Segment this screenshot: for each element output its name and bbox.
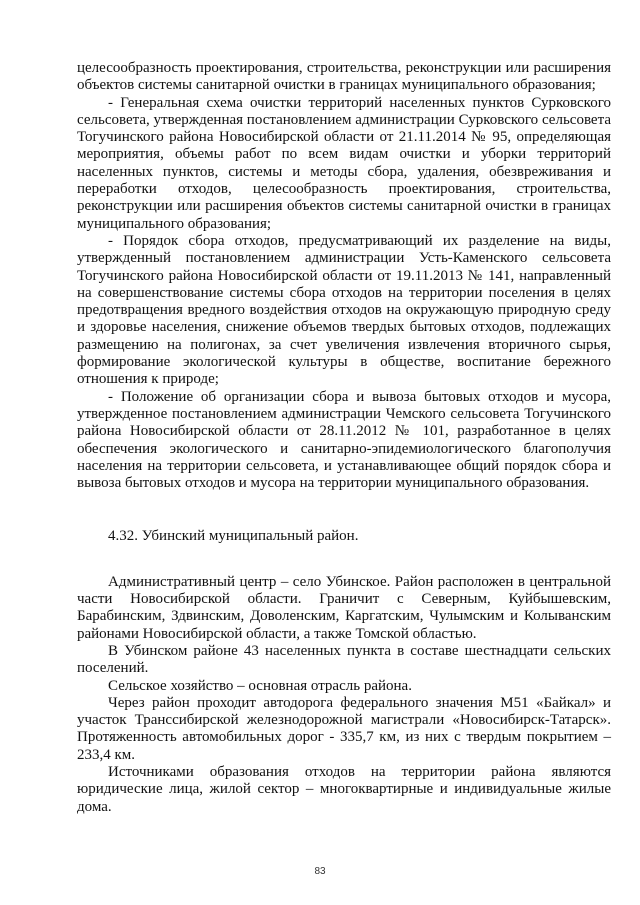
paragraph-surkovsky-scheme: - Генеральная схема очистки территорий населенных пунктов Сурковского сельсовета, утвержденная постановлением администрации Сурковского сельсовета Тогучинского района Новосибирской области от 21.11.2014 № 95, определяющая мероприятия, объемы работ по всем видам очистки и уборки территорий населенных пунктов, системы и методы сбора, удаления, обезвреживания и переработки отходов, целесообразность проектирования, строительства, реконструкции или расширения объектов системы санитарной очистки в границах муниципального образования; <box>77 94 611 232</box>
paragraph-administrative-center: Административный центр – село Убинское. Район расположен в центральной части Новосибирской области. Граничит с Северным, Куйбышевским, Барабинским, Здвинским, Доволенским, Каргатским, Чулымским и Колыванским районами Новосибирской области, а также Томской областью. <box>77 573 611 642</box>
paragraph-ust-kamensky-order: - Порядок сбора отходов, предусматривающий их разделение на виды, утвержденный постановлением администрации Усть-Каменского сельсовета Тогучинского района Новосибирской области от 19.11.2013 № 141, направленный на совершенствование системы сбора отходов на территории поселения в целях предотвращения вредного воздействия отходов на окружающую природную среду и здоровье населения, снижение объемов твердых бытовых отходов, подлежащих размещению на полигонах, за счет увеличения извлечения вторичного сырья, формирование экологической культуры в обществе, воспитание бережного отношения к природе; <box>77 232 611 388</box>
section-heading: 4.32. Убинский муниципальный район. <box>108 528 359 545</box>
paragraph-settlements: В Убинском районе 43 населенных пункта в составе шестнадцати сельских поселений. <box>77 642 611 677</box>
paragraph-chemsky-regulation: - Положение об организации сбора и вывоза бытовых отходов и мусора, утвержденное постановлением администрации Чемского сельсовета Тогучинского района Новосибирской области от 28.11.2012 № 101, разработанное в целях обеспечения экологического и санитарно-эпидемиологического благополучия населения на территории сельсовета, и устанавливающее общий порядок сбора и вывоза бытовых отходов и мусора на территории муниципального образования. <box>77 388 611 492</box>
paragraph-roads: Через район проходит автодорога федерального значения М51 «Байкал» и участок Транссибирской железнодорожной магистрали «Новосибирск-Татарск». Протяженность автомобильных дорог - 335,7 км, из них с твердым покрытием – 233,4 км. <box>77 694 611 763</box>
heading-spacer <box>77 546 611 574</box>
document-page <box>77 60 611 816</box>
paragraph-agriculture: Сельское хозяйство – основная отрасль района. <box>108 677 412 694</box>
page-number: 83 <box>314 866 326 877</box>
paragraph-continuation: целесообразность проектирования, строительства, реконструкции или расширения объектов системы санитарной очистки в границах муниципального образования; <box>77 60 611 94</box>
paragraph-waste-sources: Источниками образования отходов на территории района являются юридические лица, жилой сектор – многоквартирные и индивидуальные жилые дома. <box>77 763 611 815</box>
